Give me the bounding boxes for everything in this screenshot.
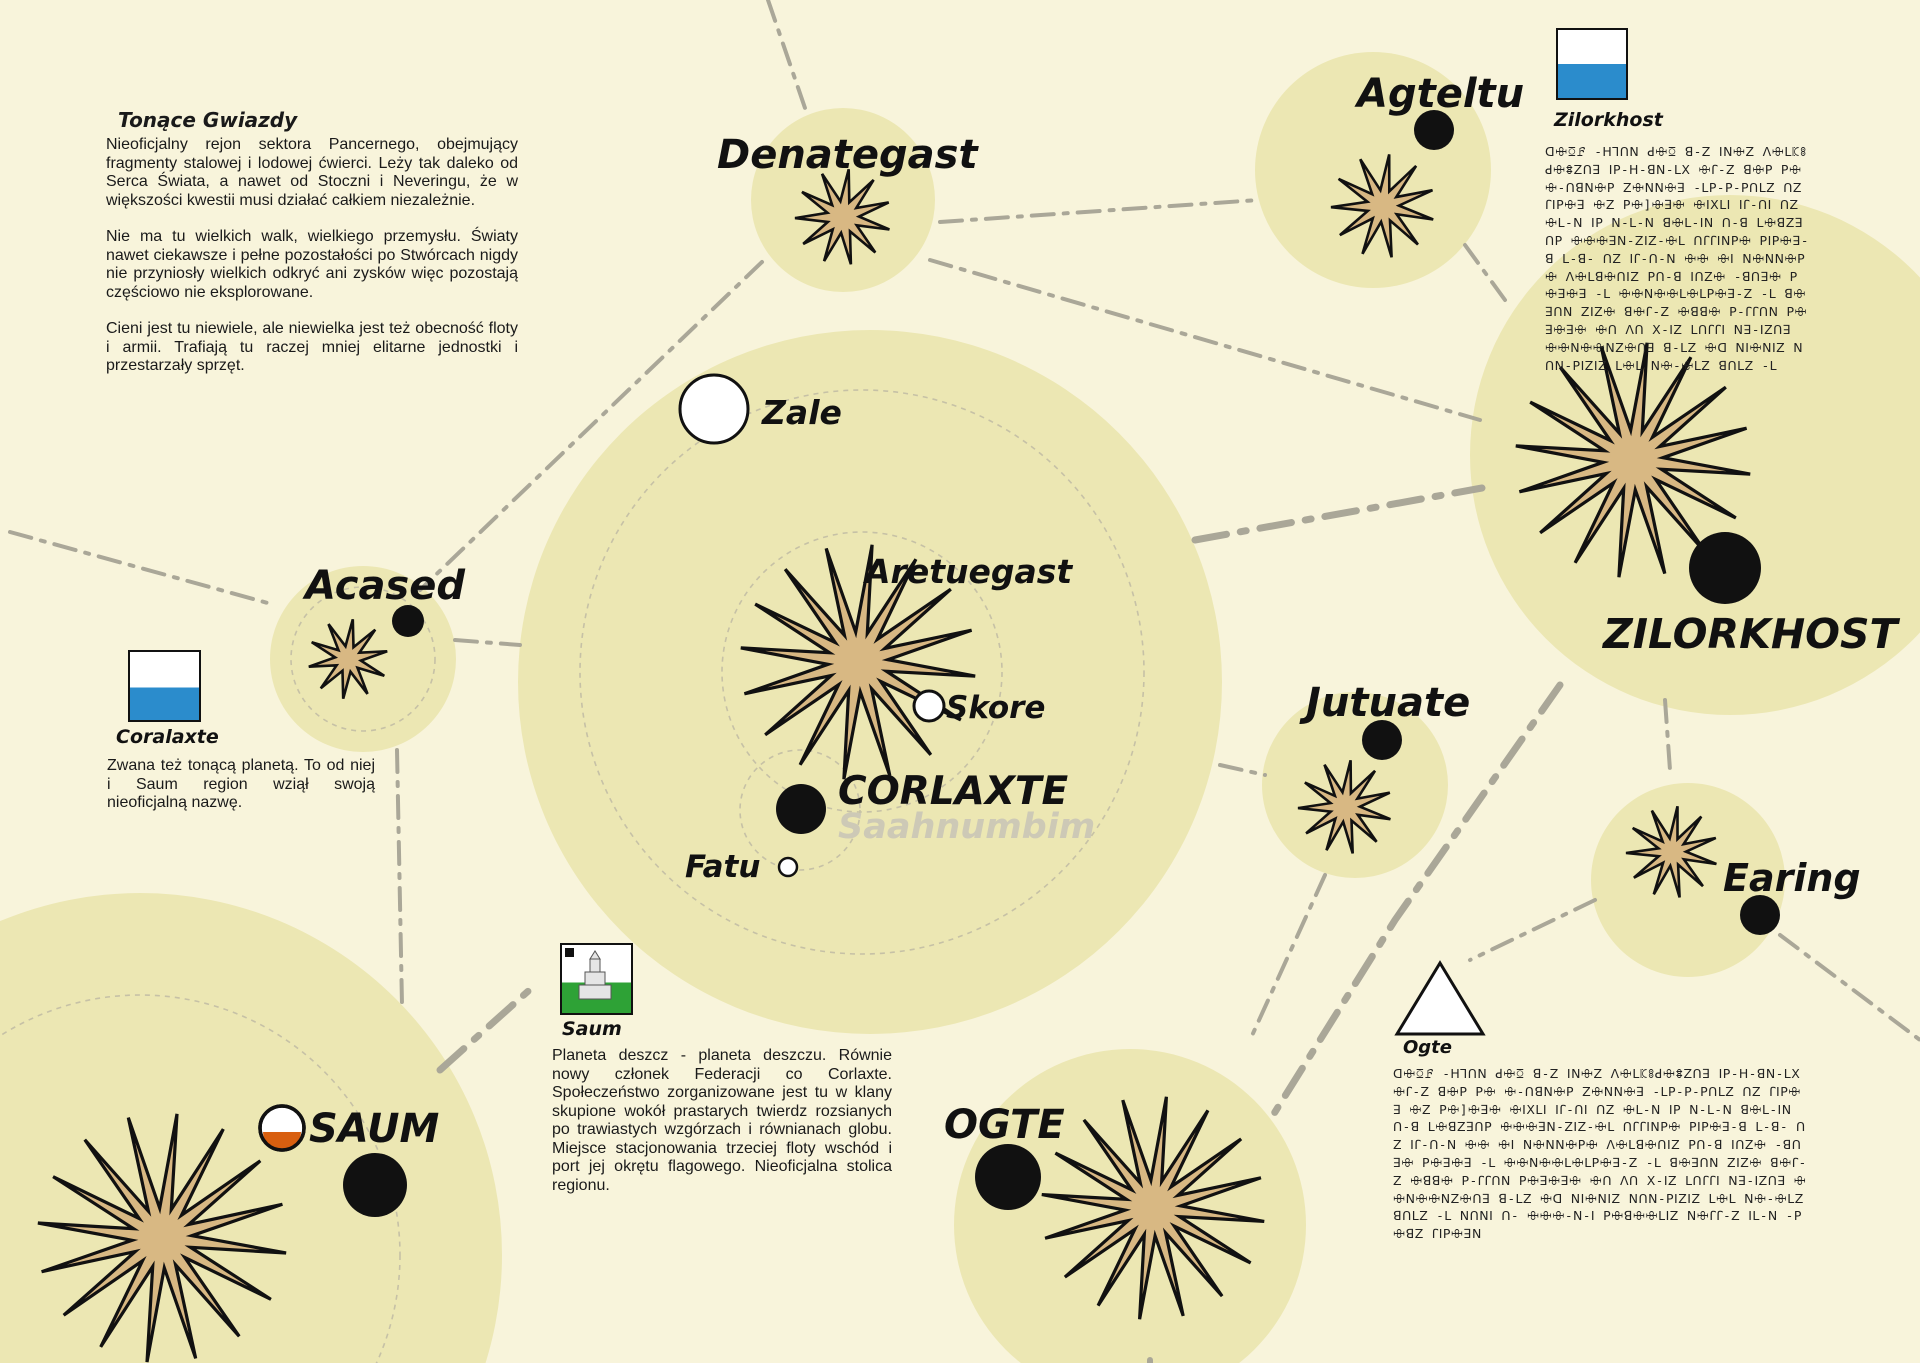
planet-corlaxte[interactable]	[776, 784, 826, 834]
planet-fatu[interactable]	[779, 858, 797, 876]
saum-flag	[560, 943, 633, 1015]
legend-paragraph: Nieoficjalny rejon sektora Pancernego, obejmujący fragmenty stalowej i lodowej ćwierci. Leży tak daleko od Serca Świata, a nawet od Stoczni i Neveringu, że w większości kwestii musi działać całkiem niezależnie.	[106, 136, 518, 209]
planet-jutuate[interactable]	[1362, 720, 1402, 760]
ogte-glyph-text: ꓷꗳꗞꗓ -ꓧꓶꓵꓠ ꓒꗳꗞ ꓭ-ꓜ ꓲꓠꗳꓜ ꓥꗳꓡꗫꗚꓒꗳꗊꓜꓵꓱ ꓲꓑ-ꓧ-ꓭꓠ-ꓡꓫ ꗳꓩ-ꓜ ꓭꗳꓑ ꓑꗳ ꗳ-ꓵꓭꓠꗳꓑ ꓜꗳꓠꓠꗳꓱ -ꓡꓑ-ꓑ-ꓑꓵꓡꓜ ꓵꓜ ꓩꓲꓑꗳꓱ ꗳꓜ ꓑꗳ]ꗳꓱꗳ ꗳꓲꓫꓡꓲ ꓲꓩ-ꓵꓲ ꓵꓜ ꗳꓡ-ꓠ ꓲꓑ ꓠ-ꓡ-ꓠ ꓭꗳꓡ-ꓲꓠ ꓵ-ꓭ ꓡꗳꓭꓜꓱꓵꓑ ꗳꗳꗳꓱꓠ-ꓜꓲꓜ-ꗳꓡ ꓵꓩꓩꓲꓠꓑꗳ ꓑꓲꓑꗳꓱ-ꓭ ꓡ-ꓭ- ꓵꓜ ꓲꓩ-ꓵ-ꓠ ꗳꗳ ꗳꓲ ꓠꗳꓠꓠꗳꓑꗳ ꓥꗳꓡꓭꗳꓵꓲꓜ ꓑꓵ-ꓭ ꓲꓵꓜꗳ -ꓭꓵꓱꗳ ꓑꗳꓱꗳꓱ -ꓡ ꗳꗳꓠꗳꗳꓡꗳꓡꓑꗳꓱ-ꓜ -ꓡ ꓭꗳꓱꓵꓠ ꓜꓲꓜꗳ ꓭꗳꓩ-ꓜ ꗳꓭꓭꗳ ꓑ-ꓩꓩꓵꓠ ꓑꗳꓱꗳꓱꗳ ꗳꓵ ꓥꓵ ꓫ-ꓲꓜ ꓡꓵꓩꓩꓲ ꓠꓱ-ꓲꓜꓵꓱ ꗳꗳꓠꗳꗳꓠꓜꗳꓵꓱ ꓭ-ꓡꓜ ꗳꓷ ꓠꓲꗳꓠꓲꓜ ꓠꓵꓠ-ꓑꓲꓜꓲꓜ ꓡꗳꓡ ꓠꗳ-ꗳꓡꓜ ꓭꓵꓡꓜ -ꓡ ꓠꓵꓠꓲ ꓵ- ꗳꗳꗳ-ꓠ-ꓲ ꓑꗳꓭꗳꗳꓡꓲꓜ ꓠꗳꓩꓩ-ꓜ ꓲꓡ-ꓠ -ꓑ ꗳꓭꓜ ꓩꓲꓑꗳꓱꓠ	[1393, 1066, 1812, 1242]
zilorkhost-glyph-text: ꓷꗳꗞꗓ -ꓧꓶꓵꓠ ꓒꗳꗞ ꓭ-ꓜ ꓲꓠꗳꓜ ꓥꗳꓡꗫꗚꓒꗳꗊꓜꓵꓱ ꓲꓑ-ꓧ-ꓭꓠ-ꓡꓫ ꗳꓩ-ꓜ ꓭꗳꓑ ꓑꗳ ꗳ-ꓵꓭꓠꗳꓑ ꓜꗳꓠꓠꗳꓱ -ꓡꓑ-ꓑ-ꓑꓵꓡꓜ ꓵꓜ ꓩꓲꓑꗳꓱ ꗳꓜ ꓑꗳ]ꗳꓱꗳ ꗳꓲꓫꓡꓲ ꓲꓩ-ꓵꓲ ꓵꓜ ꗳꓡ-ꓠ ꓲꓑ ꓠ-ꓡ-ꓠ ꓭꗳꓡ-ꓲꓠ ꓵ-ꓭ ꓡꗳꓭꓜꓱꓵꓑ ꗳꗳꗳꓱꓠ-ꓜꓲꓜ-ꗳꓡ ꓵꓩꓩꓲꓠꓑꗳ ꓑꓲꓑꗳꓱ-ꓭ ꓡ-ꓭ- ꓵꓜ ꓲꓩ-ꓵ-ꓠ ꗳꗳ ꗳꓲ ꓠꗳꓠꓠꗳꓑꗳ ꓥꗳꓡꓭꗳꓵꓲꓜ ꓑꓵ-ꓭ ꓲꓵꓜꗳ -ꓭꓵꓱꗳ ꓑꗳꓱꗳꓱ -ꓡ ꗳꗳꓠꗳꗳꓡꗳꓡꓑꗳꓱ-ꓜ -ꓡ ꓭꗳꓱꓵꓠ ꓜꓲꓜꗳ ꓭꗳꓩ-ꓜ ꗳꓭꓭꗳ ꓑ-ꓩꓩꓵꓠ ꓑꗳꓱꗳꓱꗳ ꗳꓵ ꓥꓵ ꓫ-ꓲꓜ ꓡꓵꓩꓩꓲ ꓠꓱ-ꓲꓜꓵꓱ ꗳꗳꓠꗳꗳꓠꓜꗳꓵꓱ ꓭ-ꓡꓜ ꗳꓷ ꓠꓲꗳꓠꓲꓜ ꓠꓵꓠ-ꓑꓲꓜꓲꓜ ꓡꗳꓡ ꓠꗳ-ꗳꓡꓜ ꓭꓵꓡꓜ -ꓡ	[1545, 144, 1811, 373]
legend-block	[106, 108, 518, 394]
label-ogte: OGTE	[944, 1102, 1065, 1148]
label-aretuegast: Aretuegast	[865, 552, 1073, 591]
saum-capital-marker	[260, 1106, 304, 1151]
coralaxte-name: Coralaxte	[116, 726, 219, 748]
ogte-name: Ogte	[1403, 1037, 1452, 1058]
legend-title: Tonące Gwiazdy	[118, 108, 298, 132]
planet-earing[interactable]	[1740, 895, 1780, 935]
label-corlaxte: CORLAXTE	[838, 769, 1069, 814]
planet-ogte[interactable]	[975, 1144, 1041, 1210]
label-acased: Acased	[305, 563, 465, 609]
label-earing: Earing	[1723, 856, 1861, 900]
planet-acased[interactable]	[392, 605, 424, 637]
coralaxte-description: Zwana też tonącą planetą. To od niej i Saum region wziął swoją nieoficjalną nazwę.	[107, 757, 375, 811]
label-saum: SAUM	[309, 1106, 440, 1152]
label-denategast: Denategast	[717, 132, 978, 178]
legend-paragraph: Nie ma tu wielkich walk, wielkiego przemysłu. Światy nawet ciekawsze i pełne pozostałości po Stwórcach nigdy nie przyniosły wielkich odkryć ani zysków więc pozostają częściowo nie eksplorowane.	[106, 228, 518, 301]
planet-zale[interactable]	[680, 375, 748, 443]
label-zale: Zale	[762, 393, 842, 432]
label-zilorkhost: ZILORKHOST	[1603, 610, 1898, 658]
planet-saum[interactable]	[343, 1153, 407, 1217]
label-fatu: Fatu	[685, 849, 761, 885]
label-jutuate: Jutuate	[1306, 680, 1471, 726]
coralaxte-flag	[128, 650, 201, 722]
label-skore: Skore	[946, 690, 1046, 726]
saum-description: Planeta deszcz - planeta deszczu. Równie nowy członek Federacji co Corlaxte. Społeczeństwo zorganizowane jest tu w klany skupione wokół prastarych twierdz rozsianych po trawiastych wzgórzach i równianach globu. Miejsce stacjonowania trzeciej floty wschód i port jej okrętu flagowego. Nieoficjalna stolica regionu.	[552, 1047, 892, 1194]
planet-zilorkhost[interactable]	[1689, 532, 1761, 604]
zilorkhost-name: Zilorkhost	[1554, 109, 1663, 131]
planet-skore[interactable]	[914, 691, 944, 721]
fortress-icon	[562, 945, 630, 1012]
saum-name: Saum	[562, 1018, 622, 1040]
coralaxte-description-block	[107, 757, 375, 831]
label-agteltu: Agteltu	[1357, 71, 1525, 117]
zilorkhost-flag	[1556, 28, 1628, 100]
label-saahnumbim: Saahnumbim	[838, 807, 1096, 847]
saum-description-block	[552, 1047, 892, 1213]
legend-paragraph: Cieni jest tu niewiele, ale niewielka jest też obecność floty i armii. Trafiają tu raczej mniej elitarne jednostki i przestarzały sprzęt.	[106, 320, 518, 374]
